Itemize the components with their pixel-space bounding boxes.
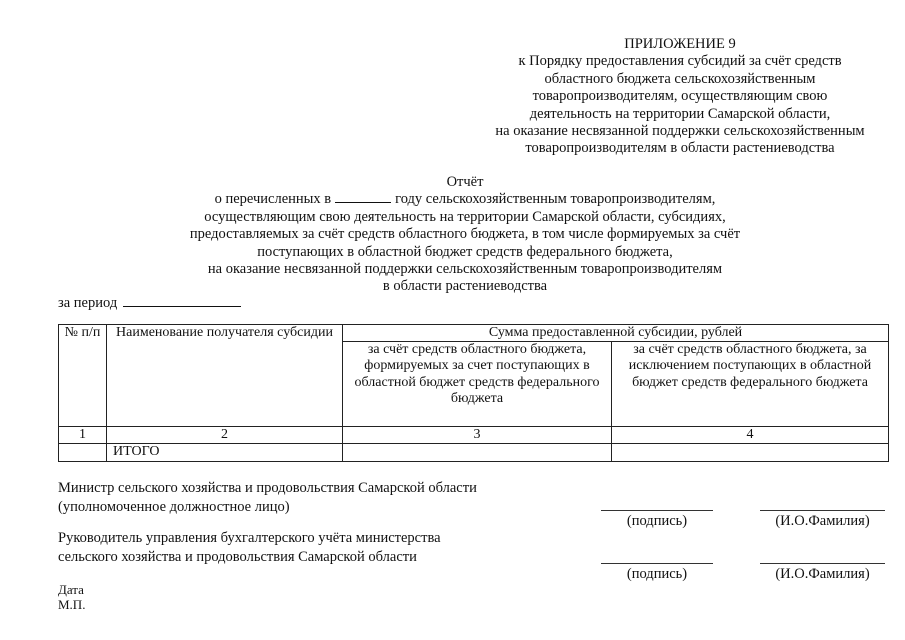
head-accounting-subtitle: сельского хозяйства и продовольствия Самарской области bbox=[58, 549, 417, 565]
report-title: Отчёт bbox=[446, 174, 484, 190]
head-accounting-block bbox=[58, 529, 441, 567]
head-signature-caption: (подпись) bbox=[626, 566, 688, 582]
minister-title: Министр сельского хозяйства и продовольствия Самарской области bbox=[58, 480, 477, 496]
header-sum: Сумма предоставленной субсидии, рублей bbox=[343, 325, 889, 342]
head-signature-line[interactable] bbox=[601, 563, 713, 564]
head-name-caption: (И.О.Фамилия) bbox=[775, 566, 870, 582]
report-subtitle-line: поступающих в областной бюджет средств федерального бюджета, bbox=[257, 243, 673, 260]
index-cell: 1 bbox=[59, 427, 107, 444]
appendix-line: к Порядку предоставления субсидий за счёт средств bbox=[518, 53, 842, 70]
report-line1-after: году сельскохозяйственным товаропроизводителям, bbox=[395, 191, 716, 208]
header-num: № п/п bbox=[59, 325, 107, 427]
head-name-line[interactable] bbox=[760, 563, 885, 564]
table-header-row bbox=[59, 325, 889, 342]
period-blank[interactable] bbox=[123, 295, 241, 307]
report-title-block bbox=[0, 174, 905, 296]
appendix-title: ПРИЛОЖЕНИЕ 9 bbox=[624, 36, 736, 52]
appendix-line: товаропроизводителям, осуществляющим свою bbox=[532, 88, 828, 105]
index-cell: 3 bbox=[343, 427, 612, 444]
total-federal-cell[interactable] bbox=[343, 444, 612, 461]
year-blank[interactable] bbox=[335, 191, 391, 203]
index-cell: 4 bbox=[612, 427, 889, 444]
table-index-row bbox=[59, 427, 889, 444]
minister-subtitle: (уполномоченное должностное лицо) bbox=[58, 499, 290, 515]
header-recipient: Наименование получателя субсидии bbox=[107, 325, 343, 427]
appendix-line: товаропроизводителям в области растениеводства bbox=[525, 140, 835, 157]
total-label: ИТОГО bbox=[107, 444, 343, 461]
index-cell: 2 bbox=[107, 427, 343, 444]
report-line1-before: о перечисленных в bbox=[214, 191, 332, 208]
report-subtitle-line: осуществляющим свою деятельность на территории Самарской области, субсидиях, bbox=[204, 208, 726, 225]
table-total-row bbox=[59, 444, 889, 461]
report-subtitle-line: в области растениеводства bbox=[382, 278, 548, 295]
appendix-line: деятельность на территории Самарской области, bbox=[529, 105, 831, 122]
report-subtitle-line: предоставляемых за счёт средств областного бюджета, в том числе формируемых за счёт bbox=[189, 226, 741, 243]
minister-signature-caption: (подпись) bbox=[626, 513, 688, 529]
subsidy-table bbox=[58, 324, 889, 462]
minister-name-caption: (И.О.Фамилия) bbox=[775, 513, 870, 529]
appendix-line: на оказание несвязанной поддержки сельскохозяйственным bbox=[495, 123, 865, 140]
period-label: за период bbox=[58, 295, 118, 311]
header-regional-source: за счёт средств областного бюджета, за исключением поступающих в областной бюджет средств федерального бюджета bbox=[612, 342, 889, 427]
header-federal-source: за счёт средств областного бюджета, формируемых за счет поступающих в областной бюджет средств федерального бюджета bbox=[343, 342, 612, 427]
total-regional-cell[interactable] bbox=[612, 444, 889, 461]
appendix-header bbox=[470, 36, 890, 158]
period-row bbox=[58, 295, 241, 312]
minister-signature-line[interactable] bbox=[601, 510, 713, 511]
minister-name-line[interactable] bbox=[760, 510, 885, 511]
head-accounting-title: Руководитель управления бухгалтерского учёта министерства bbox=[58, 530, 441, 546]
report-subtitle-line: на оказание несвязанной поддержки сельскохозяйственным товаропроизводителям bbox=[207, 261, 723, 278]
seal-label: М.П. bbox=[58, 597, 86, 612]
date-label: Дата bbox=[58, 582, 84, 597]
appendix-line: областного бюджета сельскохозяйственным bbox=[544, 70, 816, 87]
minister-block bbox=[58, 479, 477, 517]
total-num-cell[interactable] bbox=[59, 444, 107, 461]
report-subtitle-line bbox=[0, 191, 905, 208]
